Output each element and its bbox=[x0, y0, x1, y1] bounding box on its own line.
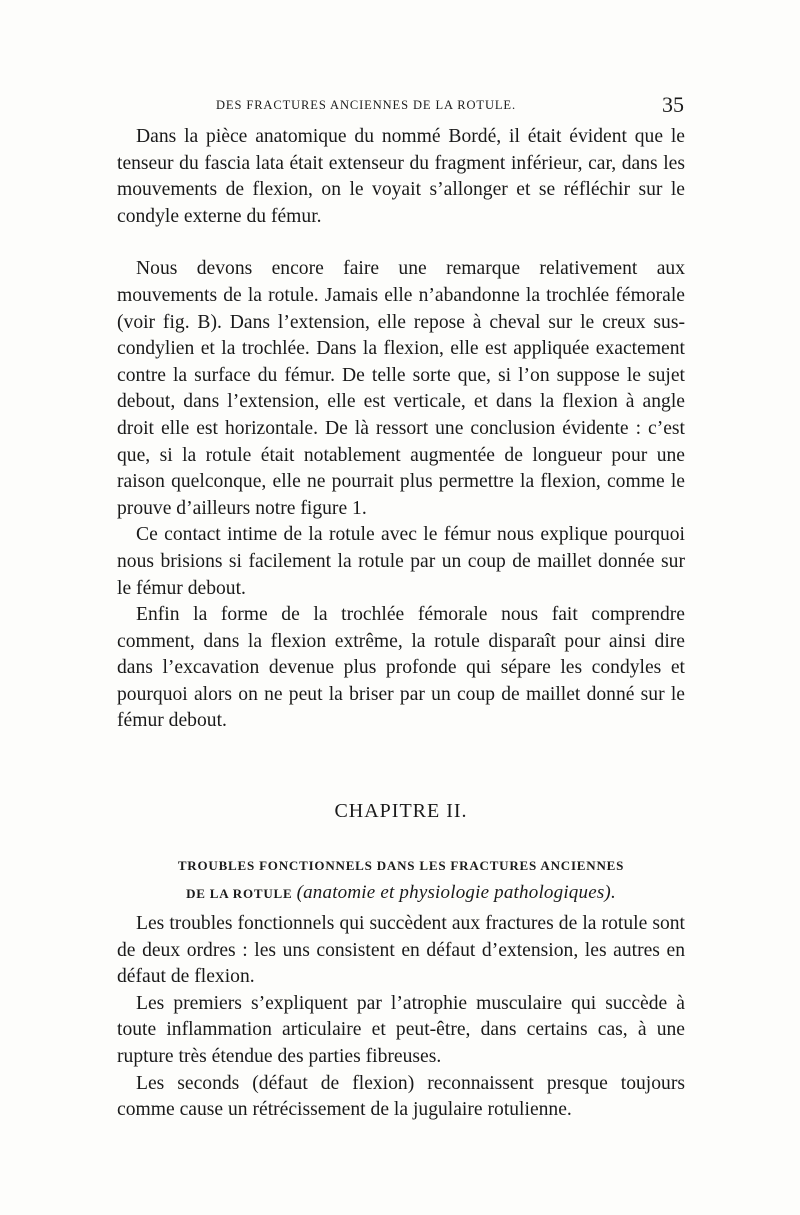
paragraph: Les troubles fonctionnels qui succèdent aux fractures de la rotule sont de deux ordres : les uns consistent en défaut d’extension, les autres en défaut de flexion. bbox=[117, 913, 685, 988]
paragraph: Les seconds (défaut de flexion) reconnaissent presque toujours comme cause un rétrécissement de la jugulaire rotulienne. bbox=[117, 1072, 685, 1121]
paragraph: Enfin la forme de la trochlée fémorale nous fait comprendre comment, dans la flexion extrême, la rotule disparaît pour ainsi dire dans l’excavation devenue plus profonde qui sépare les condyles et pourquoi alors on ne peut la briser par un coup de maillet donné sur le fémur debout. bbox=[117, 604, 685, 732]
chapter-subtitle bbox=[117, 852, 685, 907]
subtitle-line-2 bbox=[117, 879, 685, 907]
paragraph: Les premiers s’expliquent par l’atrophie musculaire qui succède à toute inflammation articulaire et peut-être, dans certains cas, à une rupture très étendue des parties fibreuses. bbox=[117, 992, 685, 1067]
paragraph: Ce contact intime de la rotule avec le fémur nous explique pourquoi nous brisions si facilement la rotule par un coup de maillet donnée sur le fémur debout. bbox=[117, 524, 685, 599]
running-head bbox=[118, 92, 684, 120]
paragraph: Dans la pièce anatomique du nommé Bordé, il était évident que le tenseur du fascia lata était extenseur du fragment inférieur, car, dans les mouvements de flexion, on le voyait s’allonger et se réfléchir sur le condyle externe du fémur. bbox=[117, 126, 685, 227]
subtitle-prefix: DE LA ROTULE bbox=[186, 886, 293, 901]
subtitle-italic: (anatomie et physiologie pathologiques). bbox=[296, 882, 616, 903]
page-number: 35 bbox=[662, 92, 684, 117]
running-title: DES FRACTURES ANCIENNES DE LA ROTULE. bbox=[216, 98, 516, 112]
body-section-1 bbox=[117, 124, 685, 735]
chapter-heading: CHAPITRE II. bbox=[334, 800, 468, 822]
body-section-2 bbox=[117, 911, 685, 1124]
paragraph: Nous devons encore faire une remarque relativement aux mouvements de la rotule. Jamais elle n’abandonne la trochlée fémorale (voir fig. B). Dans l’extension, elle repose à cheval sur le creux sus-condylien et la trochlée. Dans la flexion, elle est appliquée exactement contre la surface du fémur. De telle sorte que, si l’on suppose le sujet debout, dans l’extension, elle est verticale, et dans la flexion à angle droit elle est horizontale. De là ressort une conclusion évidente : c’est que, si la rotule était notablement augmentée de longueur pour une raison quelconque, elle ne pourrait plus permettre la flexion, comme le prouve d’ailleurs notre figure 1. bbox=[117, 258, 685, 519]
subtitle-line-1: TROUBLES FONCTIONNELS DANS LES FRACTURES ANCIENNES bbox=[177, 858, 625, 873]
